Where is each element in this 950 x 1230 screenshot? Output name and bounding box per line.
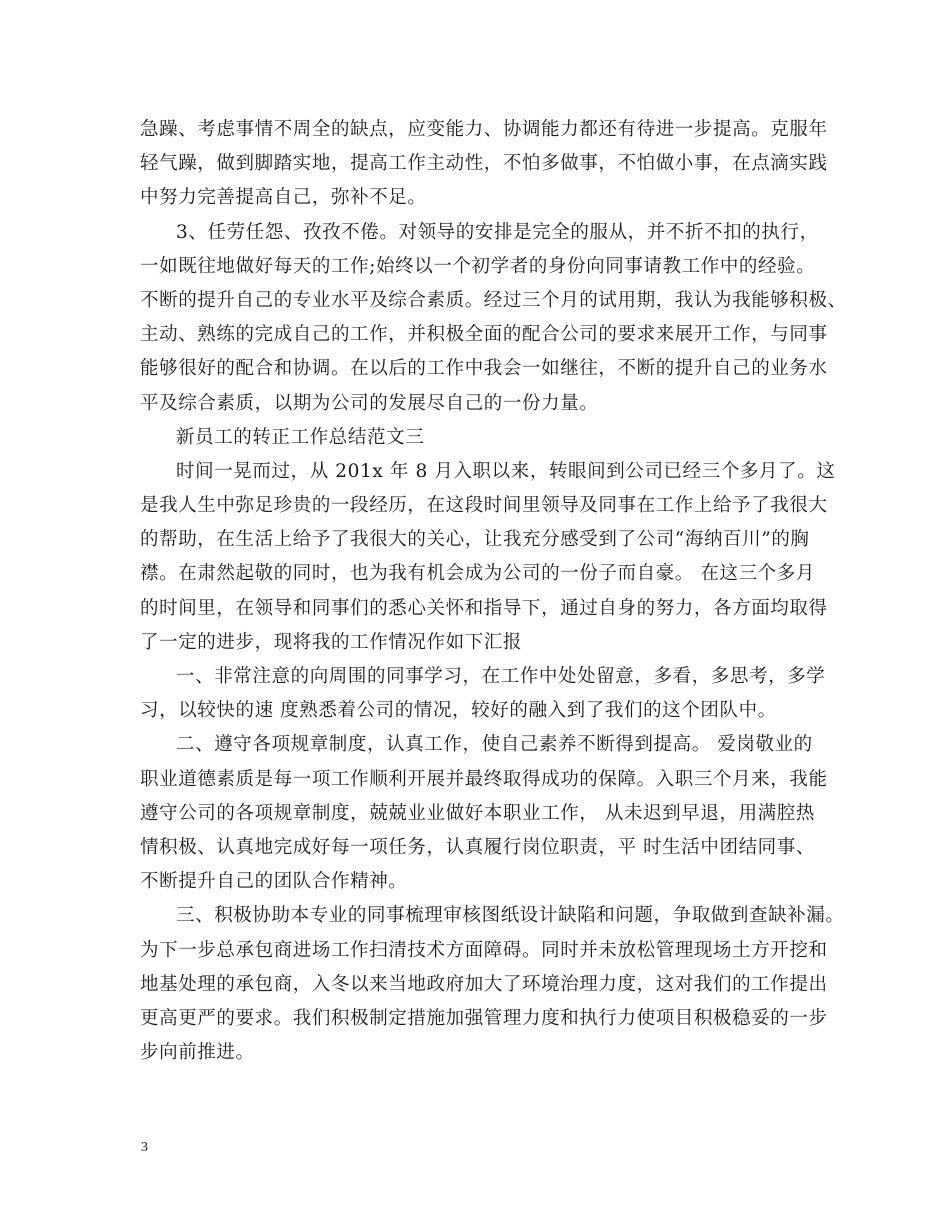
- text-line: 更高更严的要求。我们积极制定措施加强管理力度和执行力使项目积极稳妥的一步: [140, 1007, 828, 1029]
- text-line: 三、积极协助本专业的同事梳理审核图纸设计缺陷和问题，争取做到查缺补漏。: [176, 905, 845, 927]
- text-line: 急躁、考虑事情不周全的缺点，应变能力、协调能力都还有待进一步提高。克服年: [140, 119, 828, 140]
- text-line: 遵守公司的各项规章制度，兢兢业业做好本职业工作， 从未迟到早退，用满腔热: [140, 802, 815, 824]
- text-line: 的时间里，在领导和同事们的悉心关怀和指导下，通过自身的努力，各方面均取得: [140, 597, 828, 619]
- text-line: 3、任劳任怨、孜孜不倦。对领导的安排是完全的服从，并不折不扣的执行，: [176, 221, 819, 243]
- text-line: 能够很好的配合和协调。在以后的工作中我会一如继往，不断的提升自己的业务水: [140, 358, 828, 380]
- text-line: 一、非常注意的向周围的同事学习，在工作中处处留意，多看，多思考，多学: [176, 666, 826, 687]
- text-line: 情积极、认真地完成好每一项任务，认真履行岗位职责，平 时生活中团结同事、: [140, 836, 815, 858]
- text-line: 平及综合素质，以期为公司的发展尽自己的一份力量。: [140, 392, 599, 414]
- page-number: 3: [141, 1140, 148, 1155]
- text-line: 不断提升自己的团队合作精神。: [140, 871, 408, 893]
- text-line: 了一定的进步，现将我的工作情况作如下汇报: [140, 631, 523, 653]
- text-line: 主动、熟练的完成自己的工作，并积极全面的配合公司的要求来展开工作，与同事: [140, 324, 828, 346]
- text-line: 新员工的转正工作总结范文三: [176, 426, 425, 448]
- text-line: 二、遵守各项规章制度，认真工作，使自己素养不断得到提高。 爱岗敬业的: [176, 734, 813, 756]
- text-line: 时间一晃而过，从 201x 年 8 月入职以来，转眼间到公司已经三个多月了。这: [176, 460, 836, 482]
- text-line: 的帮助，在生活上给予了我很大的关心，让我充分感受到了公司“海纳百川”的胸: [140, 529, 810, 551]
- text-line: 职业道德素质是每一项工作顺利开展并最终取得成功的保障。入职三个月来，我能: [140, 768, 828, 790]
- text-line: 轻气躁，做到脚踏实地，提高工作主动性，不怕多做事，不怕做小事，在点滴实践: [140, 153, 828, 175]
- text-line: 襟。在肃然起敬的同时，也为我有机会成为公司的一份子而自豪。 在这三个多月: [140, 563, 815, 585]
- text-line: 地基处理的承包商，入冬以来当地政府加大了环境治理力度，这对我们的工作提出: [140, 973, 828, 995]
- document-body: [140, 113, 847, 1070]
- text-line: 步向前推进。: [140, 1042, 255, 1064]
- text-line: 习，以较快的速 度熟悉着公司的情况，较好的融入到了我们的这个团队中。: [140, 700, 777, 722]
- text-line: 是我人生中弥足珍贵的一段经历，在这段时间里领导及同事在工作上给予了我很大: [140, 495, 828, 517]
- text-line: 不断的提升自己的专业水平及综合素质。经过三个月的试用期，我认为我能够积极、: [140, 289, 847, 311]
- text-line: 为下一步总承包商进场工作扫清技术方面障碍。同时并未放松管理现场土方开挖和: [140, 939, 828, 961]
- text-line: 一如既往地做好每天的工作;始终以一个初学者的身份向同事请教工作中的经验。: [140, 255, 816, 277]
- text-line: 中努力完善提高自己，弥补不足。: [140, 187, 427, 209]
